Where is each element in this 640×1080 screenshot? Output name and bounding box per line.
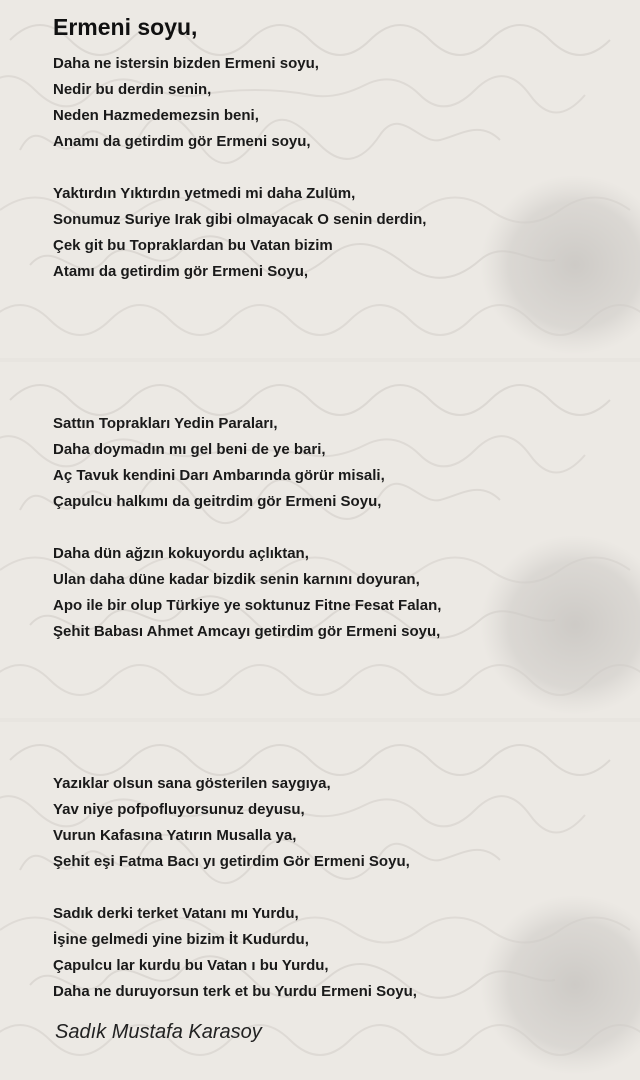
poem-line: Vurun Kafasına Yatırın Musalla ya,	[53, 827, 297, 844]
poem-line: Çapulcu halkımı da geitrdim gör Ermeni Soyu,	[53, 493, 382, 510]
poem-line: Aç Tavuk kendini Darı Ambarında görür misali,	[53, 467, 385, 484]
poem-line: Ulan daha düne kadar bizdik senin karnını doyuran,	[53, 571, 420, 588]
stanza-5	[53, 771, 410, 875]
poem-line: Daha ne duruyorsun terk et bu Yurdu Ermeni Soyu,	[53, 983, 417, 1000]
poem-line: Çapulcu lar kurdu bu Vatan ı bu Yurdu,	[53, 957, 329, 974]
poem-line: Yaktırdın Yıktırdın yetmedi mi daha Zulüm,	[53, 185, 356, 202]
poem-line: Nedir bu derdin senin,	[53, 81, 212, 98]
poem-line: Daha doymadın mı gel beni de ye bari,	[53, 441, 326, 458]
poem-line: Anamı da getirdim gör Ermeni soyu,	[53, 133, 311, 150]
stanza-4	[53, 541, 441, 645]
stanza-3	[53, 411, 385, 515]
poem-line: Yav niye pofpofluyorsunuz deyusu,	[53, 801, 305, 818]
poem-line: Neden Hazmedemezsin beni,	[53, 107, 259, 124]
stanza-2	[53, 181, 426, 285]
poem-line: Daha dün ağzın kokuyordu açlıktan,	[53, 545, 309, 562]
poem-title: Ermeni soyu,	[53, 14, 198, 40]
poem-line: Sattın Toprakları Yedin Paraları,	[53, 415, 278, 432]
poem-line: Daha ne istersin bizden Ermeni soyu,	[53, 55, 319, 72]
poem-author: Sadık Mustafa Karasoy	[55, 1021, 262, 1043]
stanza-1	[53, 51, 319, 155]
poem-line: Çek git bu Topraklardan bu Vatan bizim	[53, 237, 333, 254]
poem-line: İşine gelmedi yine bizim İt Kudurdu,	[53, 931, 309, 948]
poem-line: Şehit Babası Ahmet Amcayı getirdim gör Ermeni soyu,	[53, 623, 441, 640]
poem-line: Sonumuz Suriye Irak gibi olmayacak O senin derdin,	[53, 211, 427, 228]
poem-line: Sadık derki terket Vatanı mı Yurdu,	[53, 905, 299, 922]
poem-line: Atamı da getirdim gör Ermeni Soyu,	[53, 263, 309, 280]
poem-line: Yazıklar olsun sana gösterilen saygıya,	[53, 775, 331, 792]
poem-line: Şehit eşi Fatma Bacı yı getirdim Gör Ermeni Soyu,	[53, 853, 410, 870]
poem-line: Apo ile bir olup Türkiye ye soktunuz Fitne Fesat Falan,	[53, 597, 442, 614]
stanza-6	[53, 901, 417, 1005]
